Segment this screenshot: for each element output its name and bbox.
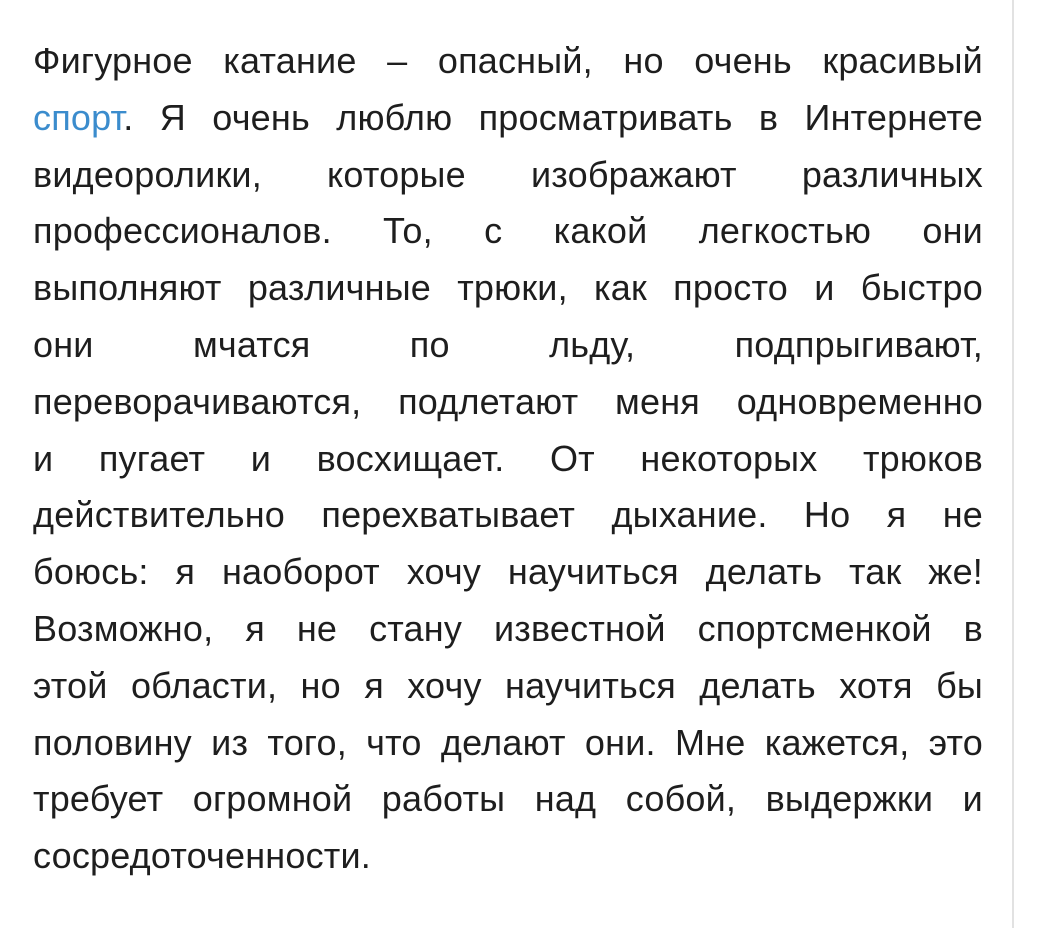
text-segment: требует огромной работы над собой, выдержки и [33, 778, 983, 820]
text-line [33, 487, 983, 544]
text-line [33, 544, 983, 601]
text-segment: действительно перехватывает дыхание. Но я не [33, 494, 983, 536]
paragraph [33, 33, 983, 885]
text-segment: . Я очень люблю просматривать в Интернете [123, 96, 983, 138]
text-segment: видеоролики, которые изображают различных [33, 153, 983, 195]
text-line [33, 601, 983, 658]
text-line [33, 828, 983, 885]
text-line [33, 658, 983, 715]
text-line [33, 715, 983, 772]
text-segment: боюсь: я наоборот хочу научиться делать так же! [33, 551, 983, 593]
text-segment: профессионалов. То, с какой легкостью они [33, 210, 983, 252]
text-segment: переворачиваются, подлетают меня одновременно [33, 380, 983, 422]
text-line [33, 147, 983, 204]
text-segment: этой области, но я хочу научиться делать хотя бы [33, 664, 983, 706]
text-line [33, 317, 983, 374]
text-segment: они мчатся по льду, подпрыгивают, [33, 323, 983, 365]
page-edge-divider [1012, 0, 1014, 928]
text-line [33, 203, 983, 260]
text-segment: и пугает и восхищает. От некоторых трюков [33, 437, 983, 479]
text-segment: сосредоточенности. [33, 835, 371, 877]
text-segment: выполняют различные трюки, как просто и быстро [33, 267, 983, 309]
text-line [33, 431, 983, 488]
text-segment: Фигурное катание – опасный, но очень красивый [33, 40, 983, 81]
text-line [33, 90, 983, 147]
text-line [33, 260, 983, 317]
text-line [33, 33, 983, 90]
text-line [33, 374, 983, 431]
text-line [33, 771, 983, 828]
text-segment: половину из того, что делают они. Мне кажется, это [33, 721, 983, 763]
sport-link[interactable]: спорт [33, 96, 124, 138]
text-segment: Возможно, я не стану известной спортсменкой в [33, 607, 983, 649]
